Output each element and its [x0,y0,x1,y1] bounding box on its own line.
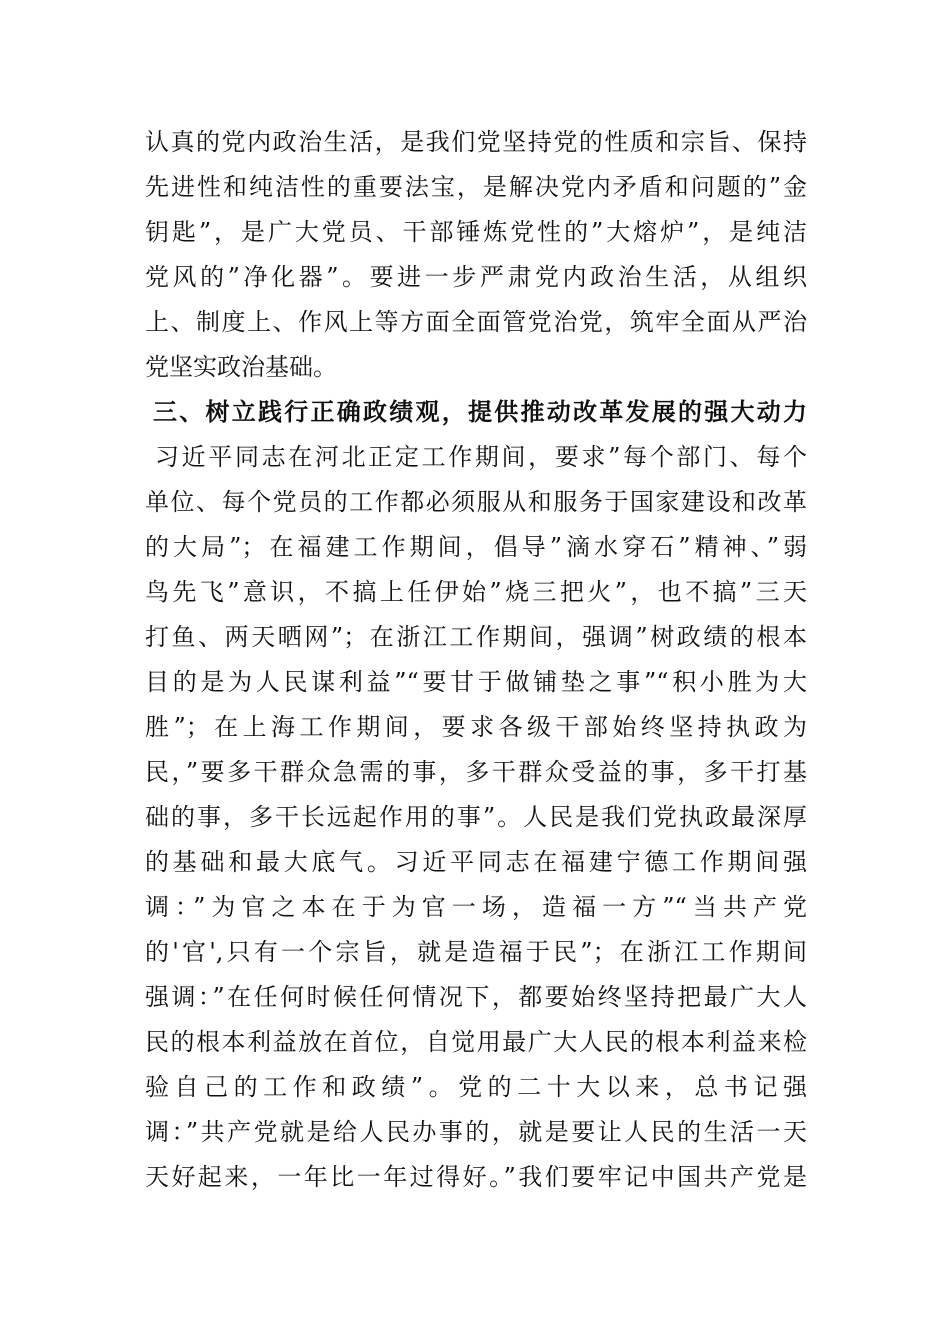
text-line: 先进性和纯洁性的重要法宝，是解决党内矛盾和问题的”金 [145,173,807,201]
paragraph-2 [145,435,807,1200]
text-line: 天好起来，一年比一年过得好。”我们要牢记中国共产党是 [145,1163,807,1191]
text-line: 钥匙”，是广大党员、干部锤炼党性的”大熔炉”，是纯洁 [145,218,807,246]
text-line: 认真的党内政治生活，是我们党坚持党的性质和宗旨、保持 [145,128,807,156]
text-line: 党坚实政治基础。 [145,353,337,381]
text-line: 鸟先飞”意识，不搞上任伊始”烧三把火”，也不搞”三天 [145,578,807,606]
section-heading: 三、树立践行正确政绩观，提供推动改革发展的强大动力 [153,398,807,426]
text-line: 验自己的工作和政绩”。党的二十大以来，总书记强 [145,1073,807,1101]
text-line: 调：”共产党就是给人民办事的，就是要让人民的生活一天 [145,1118,807,1146]
paragraph-1 [145,120,807,390]
text-line: 础的事，多干长远起作用的事”。人民是我们党执政最深厚 [145,803,807,831]
document-page [145,120,807,1200]
text-line: 上、制度上、作风上等方面全面管党治党，筑牢全面从严治 [145,308,807,336]
text-line: 习近平同志在河北正定工作期间，要求”每个部门、每个 [155,443,807,471]
text-line: 胜”；在上海工作期间，要求各级干部始终坚持执政为 [145,713,807,741]
text-line: 民的根本利益放在首位，自觉用最广大人民的根本利益来检 [145,1028,807,1056]
text-line: 调：”为官之本在于为官一场，造福一方”“当共产党 [145,893,807,921]
text-line: 强调：”在任何时候任何情况下，都要始终坚持把最广大人 [145,983,807,1011]
text-line: 目的是为人民谋利益”“要甘于做铺垫之事”“积小胜为大 [145,668,807,696]
text-line: 民，”要多干群众急需的事，多干群众受益的事，多干打基 [145,758,807,786]
text-line: 的大局”；在福建工作期间，倡导”滴水穿石”精神、”弱 [145,533,807,561]
text-line: 党风的”净化器”。要进一步严肃党内政治生活，从组织 [145,263,807,291]
text-line: 的'官',只有一个宗旨，就是造福于民”；在浙江工作期间 [145,938,807,966]
text-line: 单位、每个党员的工作都必须服从和服务于国家建设和改革 [145,488,807,516]
text-line: 的基础和最大底气。习近平同志在福建宁德工作期间强 [145,848,807,876]
text-line: 打鱼、两天晒网”；在浙江工作期间，强调”树政绩的根本 [145,623,807,651]
